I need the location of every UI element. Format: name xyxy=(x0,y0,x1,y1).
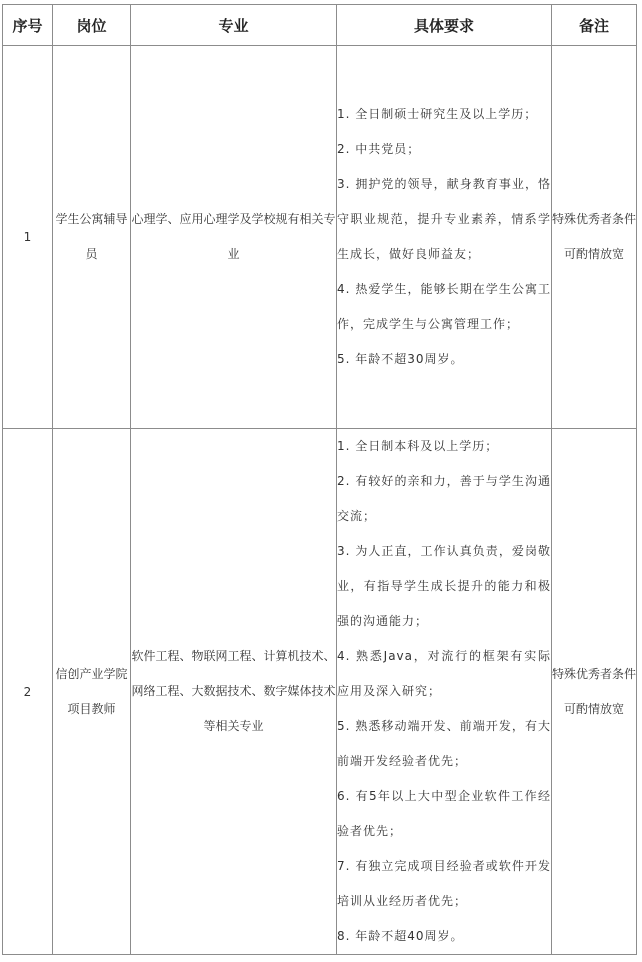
header-requirements: 具体要求 xyxy=(337,5,552,46)
row-position: 信创产业学院项目教师 xyxy=(53,429,131,955)
requirement-item: 6. 有5年以上大中型企业软件工作经验者优先； xyxy=(337,789,551,838)
row-index: 2 xyxy=(3,429,53,955)
row-notes: 特殊优秀者条件可酌情放宽 xyxy=(552,46,637,429)
requirement-item: 3. 拥护党的领导，献身教育事业，恪守职业规范，提升专业素养，情系学生成长，做好良师益友； xyxy=(337,177,551,261)
row-major: 心理学、应用心理学及学校规有相关专业 xyxy=(131,46,337,429)
requirement-item: 4. 熟悉Java，对流行的框架有实际应用及深入研究； xyxy=(337,649,551,698)
header-notes: 备注 xyxy=(552,5,637,46)
row-index: 1 xyxy=(3,46,53,429)
row-requirements xyxy=(337,429,552,955)
requirement-item: 1. 全日制本科及以上学历； xyxy=(337,439,499,453)
requirement-item: 5. 熟悉移动端开发、前端开发，有大前端开发经验者优先； xyxy=(337,719,551,768)
row-major: 软件工程、物联网工程、计算机技术、网络工程、大数据技术、数字媒体技术等相关专业 xyxy=(131,429,337,955)
row-requirements xyxy=(337,46,552,429)
row-notes: 特殊优秀者条件可酌情放宽 xyxy=(552,429,637,955)
header-major: 专业 xyxy=(131,5,337,46)
recruitment-table xyxy=(2,4,637,955)
table-row xyxy=(3,429,637,955)
requirement-item: 4. 热爱学生，能够长期在学生公寓工作，完成学生与公寓管理工作； xyxy=(337,282,551,331)
requirement-item: 7. 有独立完成项目经验者或软件开发培训从业经历者优先； xyxy=(337,859,551,908)
requirement-item: 2. 中共党员； xyxy=(337,142,421,156)
requirement-item: 2. 有较好的亲和力，善于与学生沟通交流； xyxy=(337,474,551,523)
table-header-row xyxy=(3,5,637,46)
requirement-item: 8. 年龄不超40周岁。 xyxy=(337,929,464,943)
requirement-item: 3. 为人正直，工作认真负责，爱岗敬业，有指导学生成长提升的能力和极强的沟通能力； xyxy=(337,544,551,628)
header-position: 岗位 xyxy=(53,5,131,46)
requirement-item: 1. 全日制硕士研究生及以上学历； xyxy=(337,107,538,121)
table-row xyxy=(3,46,637,429)
row-position: 学生公寓辅导员 xyxy=(53,46,131,429)
requirement-item: 5. 年龄不超30周岁。 xyxy=(337,352,464,366)
header-index: 序号 xyxy=(3,5,53,46)
